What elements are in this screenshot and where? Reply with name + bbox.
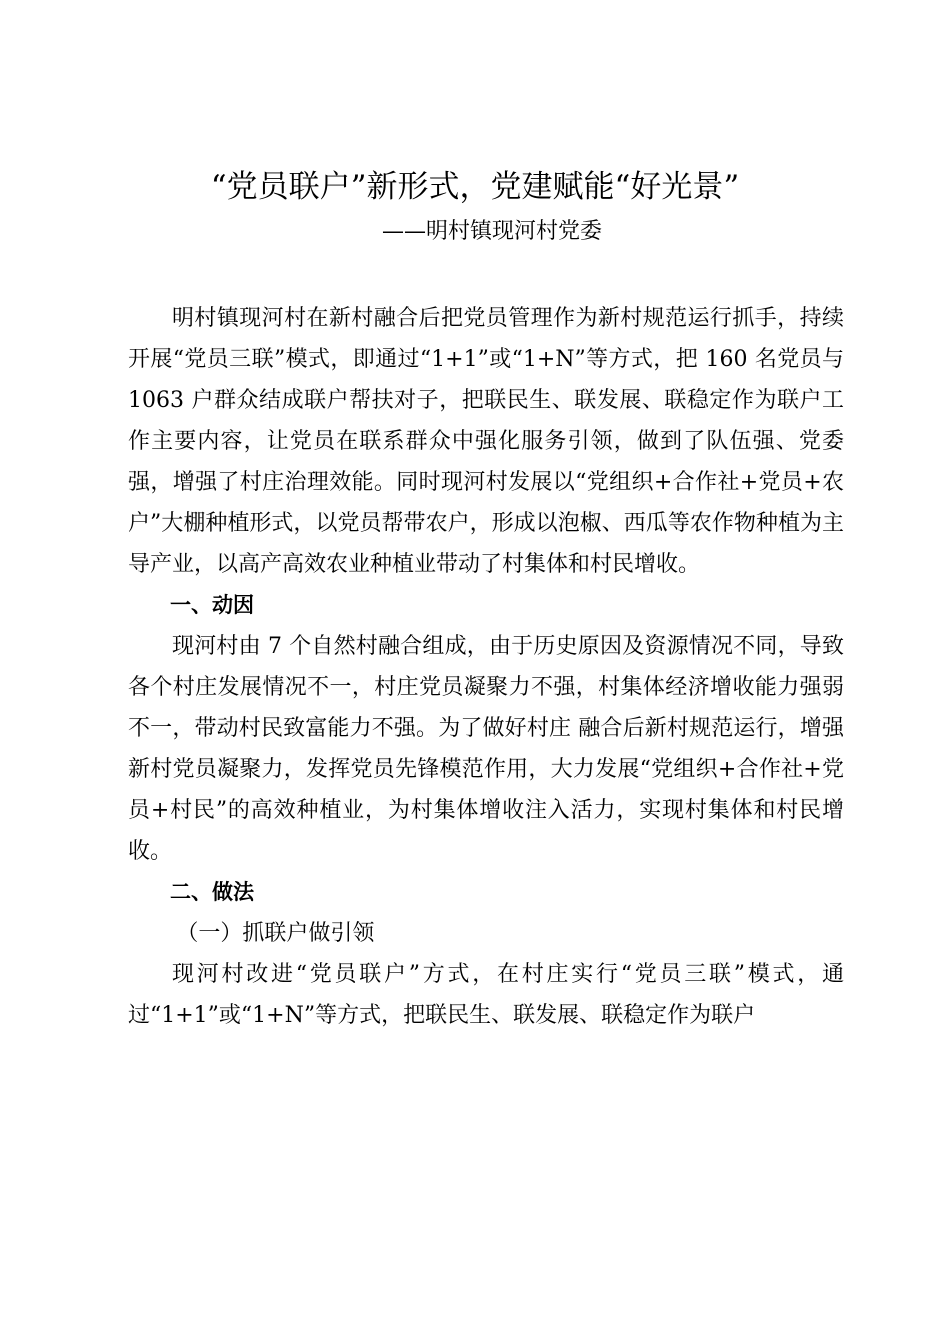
section-2-subheading: （一）抓联户做引领 [176,921,375,946]
section-heading-1: 一、动因 [170,593,254,617]
section-heading-2: 二、做法 [170,880,254,904]
document-subtitle-text: ——明村镇现河村党委 [382,219,603,244]
section-2-paragraph: 现河村改进“党员联户”方式，在村庄实行“党员三联”模式，通过“1+1”或“1+N”等方式，把联民生、联发展、联稳定作为联户 [128,962,844,1028]
document-title: “党员联户”新形式，党建赋能“好光景” [210,169,740,205]
section-1-paragraph: 现河村由 7 个自然村融合组成，由于历史原因及资源情况不同，导致各个村庄发展情况不一，村庄党员凝聚力不强，村集体经济增收能力强弱不一，带动村民致富能力不强。为了做好村庄 融合后新村规范运行，增强新村党员凝聚力，发挥党员先锋模范作用，大力发展“党组织+合作社+党员+村民”的高效种植业，为村集体增收注入活力，实现村集体和村民增收。 [128,634,844,864]
intro-paragraph: 明村镇现河村在新村融合后把党员管理作为新村规范运行抓手，持续开展“党员三联”模式，即通过“1+1”或“1+N”等方式，把 160 名党员与 1063 户群众结成联户帮扶对子，把联民生、联发展、联稳定作为联户工作主要内容，让党员在联系群众中强化服务引领，做到了队伍强、党委强，增强了村庄治理效能。同时现河村发展以“党组织+合作社+党员+农户”大棚种植形式，以党员帮带农户，形成以泡椒、西瓜等农作物种植为主导产业，以高产高效农业种植业带动了村集体和村民增收。 [128,306,844,577]
document-body [128,298,844,1036]
